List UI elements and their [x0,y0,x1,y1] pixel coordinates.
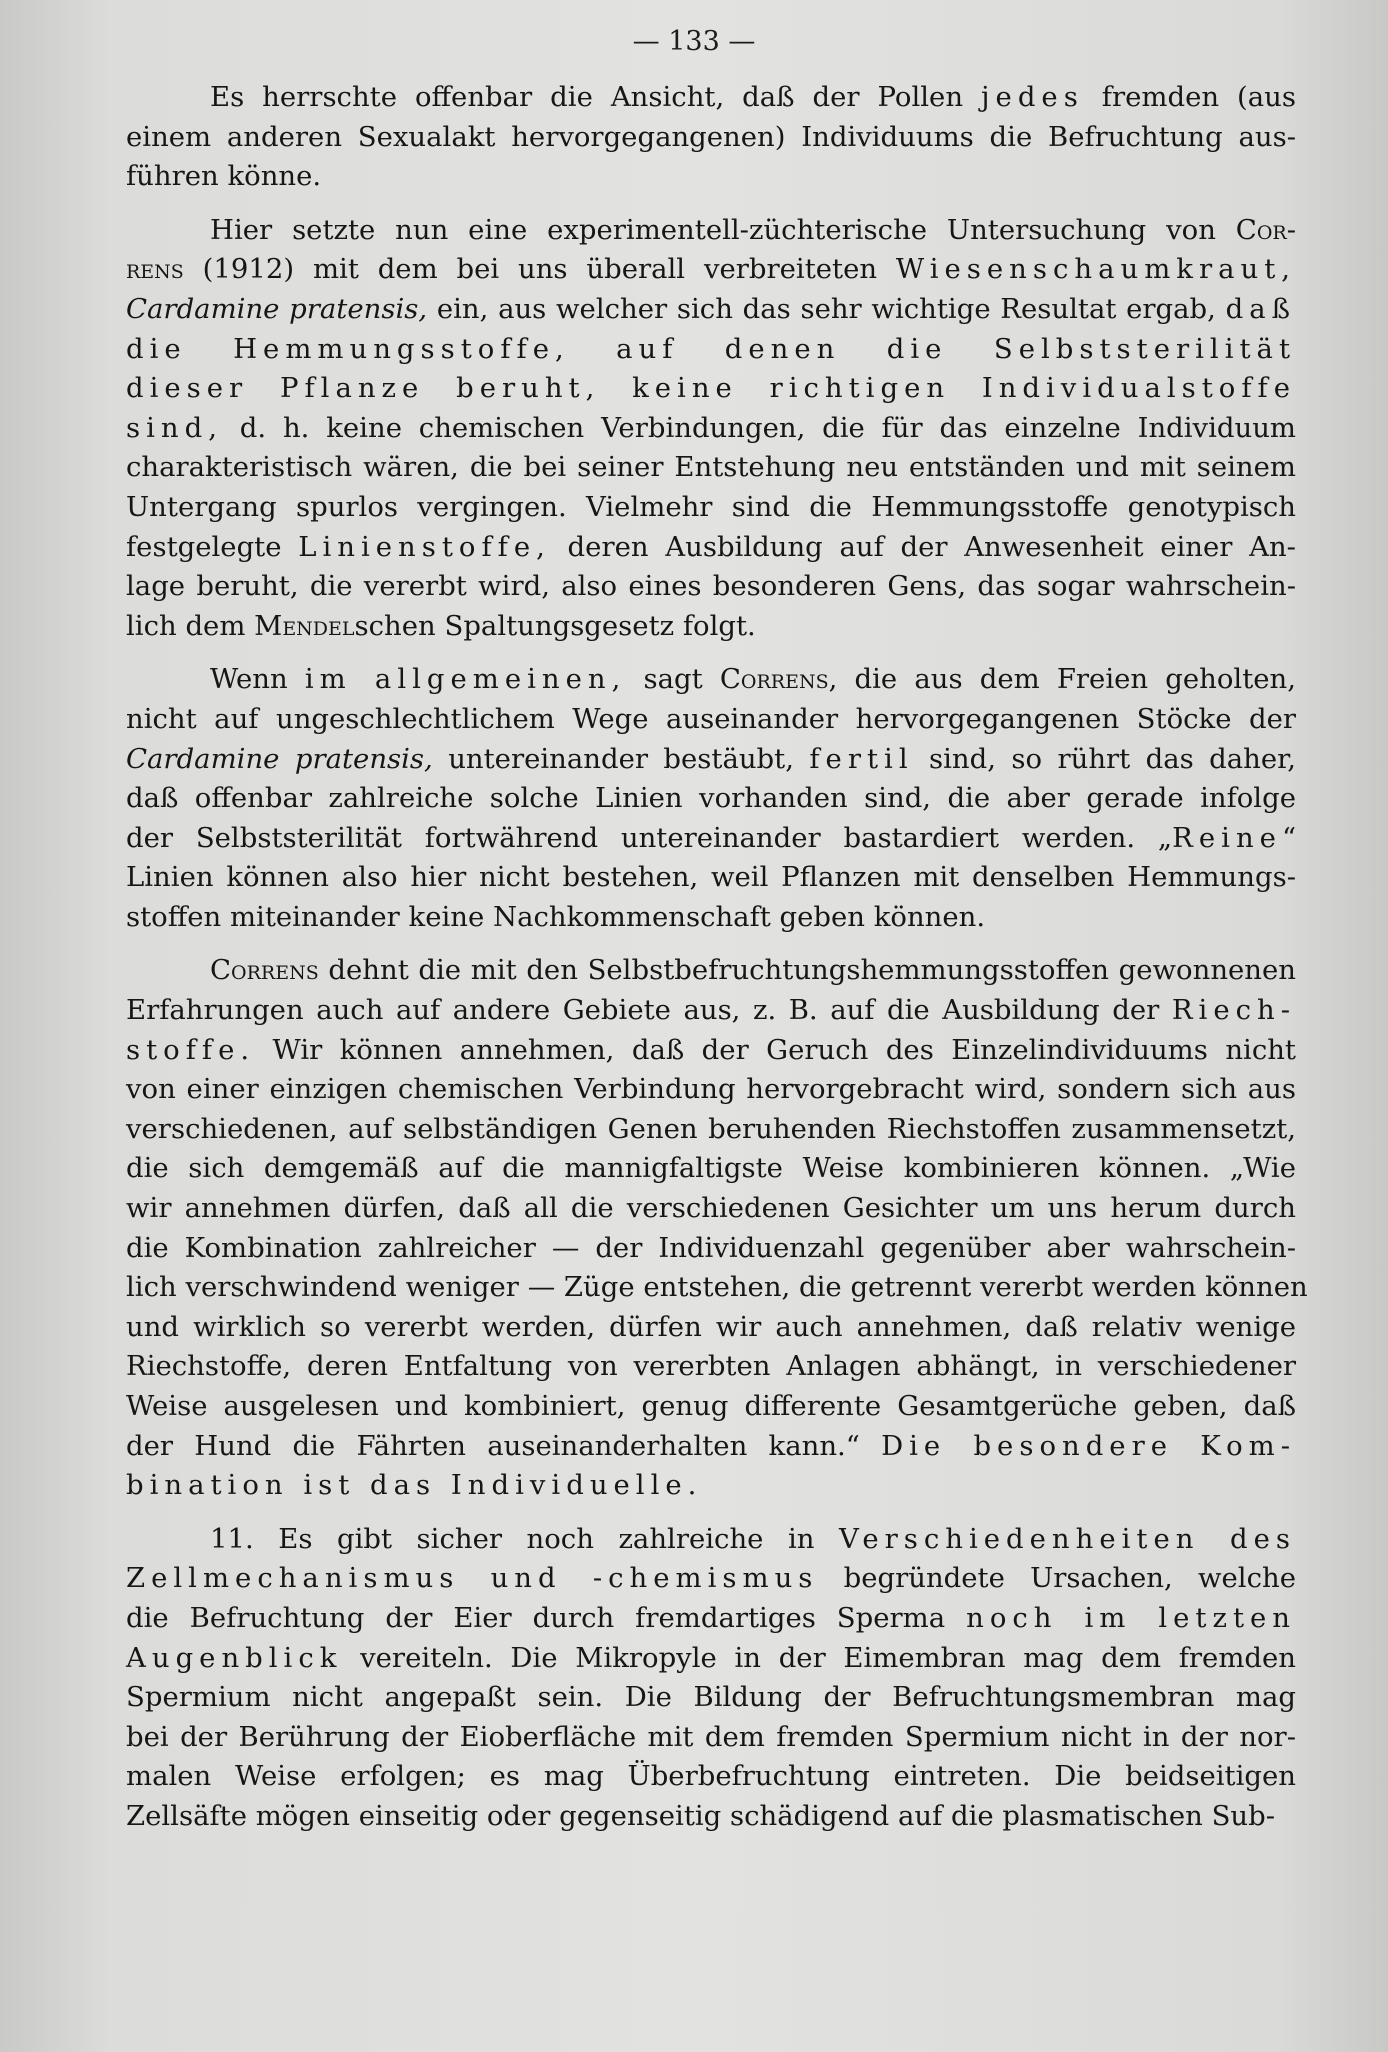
text-run: die Kombination zahlreicher — der Individuenzahl gegenüber aber wahrschein- [126,1231,1296,1264]
text-line [126,1031,1296,1071]
spaced-emphasis: Wiesenschaumkraut, [895,253,1296,286]
text-line [126,898,1296,938]
text-run: festgelegte [126,530,299,563]
text-run: malen Weise erfolgen; es mag Überbefruchtung eintreten. Die beidseitigen [126,1760,1296,1793]
spaced-emphasis: Linienstoffe, [298,530,551,563]
spaced-emphasis: Reine [1172,821,1282,854]
small-caps-name: Correns [210,954,319,987]
text-line [126,1268,1308,1308]
text-line [126,1308,1296,1348]
italic-term: Cardamine pratensis, [126,292,428,325]
text-run: Erfahrungen auch auf andere Gebiete aus, z. B. auf die Ausbildung der [126,994,1172,1027]
spaced-emphasis: Verschiedenheiten des [839,1522,1296,1555]
text-run: schen Spaltungsgesetz folgt. [354,609,756,642]
text-run: lich dem [126,609,255,642]
text-run: d. h. keine chemischen Verbindungen, die für das einzelne Individuum [222,411,1296,444]
text-run: “ [1281,821,1296,854]
paragraph [126,78,1296,197]
text-line [126,488,1296,528]
spaced-emphasis: jedes [981,81,1084,113]
text-run: die aus dem Freien geholten, [837,663,1296,696]
text-run: Wir können annehmen, daß der Geruch des Einzelindividuums nicht [255,1033,1296,1066]
text-run: nicht auf ungeschlechtlichem Wege auseinander hervorgegangenen Stöcke der [126,702,1296,735]
spaced-emphasis: Augenblick [126,1641,343,1674]
text-line [126,290,1296,330]
text-line [126,607,1296,647]
paragraph-gap [126,937,1296,951]
text-line [126,448,1296,488]
text-line [126,1797,1296,1837]
text-run: die sich demgemäß auf die mannigfaltigste Weise kombinieren können. „Wie [126,1152,1296,1185]
text-line [126,1427,1296,1467]
text-line [126,1149,1296,1189]
text-line [126,118,1296,158]
text-line [126,1678,1296,1718]
text-run: 11. Es gibt sicher noch zahlreiche in [210,1522,839,1555]
spaced-emphasis: noch im letzten [966,1601,1297,1634]
text-run: wir annehmen dürfen, daß all die verschiedenen Gesichter um uns herum durch [126,1192,1296,1225]
text-run: lich verschwindend weniger — Züge entstehen, die getrennt vererbt werden können [126,1271,1308,1304]
text-line [126,78,1296,118]
spaced-emphasis: Riech- [1171,994,1296,1027]
small-caps-name: Correns, [719,663,838,696]
text-run: von einer einzigen chemischen Verbindung hervorgebracht wird, sondern sich aus [126,1073,1296,1106]
spaced-emphasis: Die besondere Kom- [881,1429,1296,1462]
text-line [126,1189,1296,1229]
text-line [126,951,1296,991]
text-line [126,700,1296,740]
text-line [126,660,1296,700]
text-line [126,819,1296,859]
text-run: Zellsäfte mögen einseitig oder gegenseitig schädigend auf die plasmatischen Sub- [126,1799,1276,1832]
text-run: der Selbststerilität fortwährend untereinander bastardiert werden. „ [126,821,1173,854]
italic-term: Cardamine pratensis, [126,742,433,775]
text-line [126,1639,1296,1679]
text-run: Untergang spurlos vergingen. Vielmehr sind die Hemmungsstoffe genotypisch [126,490,1296,523]
text-run: die Befruchtung der Eier durch fremdartiges Sperma [126,1601,967,1634]
paragraph-gap [126,1506,1296,1520]
small-caps-name: rens [126,253,184,286]
text-line [126,1229,1296,1269]
paragraph [126,211,1296,647]
text-run: verschiedenen, auf selbständigen Genen beruhenden Riechstoffen zusammensetzt, [126,1112,1296,1145]
spaced-emphasis: Zellmechanismus und -chemismus [126,1562,819,1595]
spaced-emphasis: bination ist das Individuelle. [126,1469,703,1502]
text-run: Weise ausgelesen und kombiniert, genug differente Gesamtgerüche geben, daß [126,1390,1296,1422]
text-run: sagt [626,663,720,696]
text-line [126,1347,1296,1387]
small-caps-name: Mendel [254,609,355,642]
text-line [126,1559,1296,1599]
text-line [126,858,1296,898]
text-run: der Hund die Fährten auseinanderhalten kann.“ [126,1429,882,1462]
spaced-emphasis: die Hemmungsstoffe, auf denen die Selbststerilität [126,332,1296,365]
text-run: Linien können also hier nicht bestehen, weil Pflanzen mit denselben Hemmungs- [126,861,1296,894]
text-run: einem anderen Sexualakt hervorgegangenen) Individuums die Befruchtung aus- [126,120,1296,153]
text-run: Wenn [210,663,305,696]
text-run: Es herrschte offenbar die Ansicht, daß der Pollen [210,81,982,113]
text-run: stoffen miteinander keine Nachkommenschaft geben können. [126,900,986,933]
text-run: begründete Ursachen, welche [818,1562,1296,1595]
text-run: Spermium nicht angepaßt sein. Die Bildung der Befruchtungsmembran mag [126,1681,1296,1714]
body-text [126,78,1308,1837]
paragraph [126,1520,1296,1837]
paragraph [126,660,1296,937]
page-number: — 133 — [632,26,756,57]
text-run: bei der Berührung der Eioberfläche mit dem fremden Spermium nicht in der nor- [126,1720,1296,1753]
text-line [126,369,1296,409]
text-run: vereiteln. Die Mikropyle in der Eimembran mag dem fremden [342,1641,1296,1674]
text-line [126,157,1296,197]
text-run: dehnt die mit den Selbstbefruchtungshemmungsstoffen gewonnenen [318,954,1296,987]
text-run: Hier setzte nun eine experimentell-züchterische Untersuchung von [210,213,1236,246]
spaced-emphasis: stoffe. [126,1033,256,1066]
text-line [126,1466,1296,1506]
text-run: charakteristisch wären, die bei seiner Entstehung neu entständen und mit seinem [126,451,1296,484]
text-line [126,330,1296,370]
text-run: daß offenbar zahlreiche solche Linien vorhanden sind, die aber gerade infolge [126,782,1296,815]
spaced-emphasis: im allgemeinen, [304,663,627,696]
text-line [126,991,1296,1031]
text-run: sind, so rührt das daher, [913,742,1297,775]
spaced-emphasis: dieser Pflanze beruht, keine richtigen Individualstoffe [126,372,1296,405]
text-line [126,211,1296,251]
spaced-emphasis: sind, [126,411,223,444]
text-line [126,1599,1296,1639]
text-run: ein, aus welcher sich das sehr wichtige Resultat ergab, [427,292,1226,325]
paragraph-gap [126,197,1296,211]
spaced-emphasis: daß [1225,292,1296,325]
small-caps-name: Cor- [1235,213,1296,246]
text-line [126,528,1296,568]
paragraph [126,951,1308,1505]
text-run: führen könne. [126,160,322,193]
paragraph-gap [126,646,1296,660]
text-line [126,1520,1296,1560]
text-line [126,1718,1296,1758]
text-run: lage beruht, die vererbt wird, also eines besonderen Gens, das sogar wahrschein- [126,570,1296,603]
text-line [126,1110,1296,1150]
text-line [126,740,1296,780]
text-run: (1912) mit dem bei uns überall verbreiteten [183,253,896,286]
text-line [126,1757,1296,1797]
text-line [126,1387,1296,1427]
text-run: untereinander bestäubt, [432,742,810,775]
text-run: deren Ausbildung auf der Anwesenheit einer An- [550,530,1296,563]
text-line [126,567,1296,607]
text-run: Riechstoffe, deren Entfaltung von vererbten Anlagen abhängt, in verschiedener [126,1350,1296,1383]
text-line [126,779,1296,819]
spaced-emphasis: fertil [809,742,914,775]
text-run: fremden (aus [1083,81,1296,113]
text-line [126,250,1296,290]
text-line [126,1070,1296,1110]
text-run: und wirklich so vererbt werden, dürfen wir auch annehmen, daß relativ wenige [126,1310,1296,1343]
text-line [126,409,1296,449]
